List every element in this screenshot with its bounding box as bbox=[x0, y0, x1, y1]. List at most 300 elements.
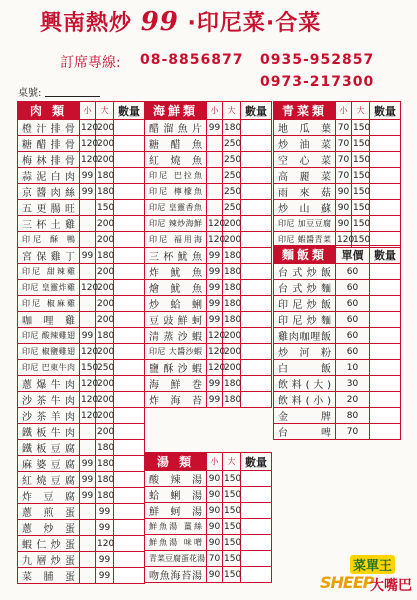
meat-row bbox=[18, 360, 145, 376]
meat-item-small-price: 120 bbox=[80, 408, 96, 424]
veg-item-name: 炒油菜 bbox=[274, 136, 336, 152]
meat-item-name: 三杯土雞 bbox=[18, 216, 80, 232]
meat-item-big-price: 180 bbox=[96, 456, 114, 472]
rice-item-price: 10 bbox=[336, 360, 370, 376]
meat-item-qty-field[interactable] bbox=[114, 200, 145, 216]
seafood-item-qty-field[interactable] bbox=[241, 152, 272, 168]
rice-item-price: 60 bbox=[336, 280, 370, 296]
meat-row bbox=[18, 168, 145, 184]
soup-item-name: 鮮蚵湯 bbox=[145, 503, 207, 519]
meat-item-big-price: 200 bbox=[96, 344, 114, 360]
meat-item-big-price: 200 bbox=[96, 312, 114, 328]
meat-qty-header: 數量 bbox=[114, 102, 145, 120]
veg-item-small-price: 90 bbox=[336, 200, 352, 216]
table-number-field[interactable] bbox=[45, 96, 100, 97]
meat-row bbox=[18, 184, 145, 200]
seafood-item-small-price: 99 bbox=[207, 392, 223, 408]
meat-item-big-price: 200 bbox=[96, 232, 114, 248]
soup-heading: 湯 類 bbox=[145, 453, 207, 471]
seafood-item-name: 炒蛤蜊 bbox=[145, 296, 207, 312]
seafood-item-name: 燴魷魚 bbox=[145, 280, 207, 296]
meat-row bbox=[18, 232, 145, 248]
meat-item-small-price bbox=[80, 424, 96, 440]
rice-qty-header: 數量 bbox=[370, 246, 401, 264]
seafood-heading: 海鮮類 bbox=[145, 102, 207, 120]
meat-item-qty-field[interactable] bbox=[114, 440, 145, 456]
veg-item-big-price: 150 bbox=[352, 200, 370, 216]
meat-item-small-price: 120 bbox=[80, 376, 96, 392]
meat-item-small-price bbox=[80, 536, 96, 552]
seafood-row bbox=[145, 168, 272, 184]
meat-item-small-price bbox=[80, 440, 96, 456]
seafood-item-qty-field[interactable] bbox=[241, 184, 272, 200]
seafood-row bbox=[145, 296, 272, 312]
meat-item-qty-field[interactable] bbox=[114, 392, 145, 408]
rice-item-price: 20 bbox=[336, 392, 370, 408]
soup-item-small-price: 70 bbox=[207, 551, 223, 567]
seafood-item-big-price: 250 bbox=[223, 168, 241, 184]
seafood-item-qty-field[interactable] bbox=[241, 296, 272, 312]
rice-item-price: 60 bbox=[336, 344, 370, 360]
seafood-row bbox=[145, 376, 272, 392]
rice-row bbox=[274, 408, 401, 424]
seafood-item-big-price: 180 bbox=[223, 120, 241, 136]
soup-item-small-price: 90 bbox=[207, 567, 223, 583]
meat-item-big-price: 200 bbox=[96, 296, 114, 312]
veg-row bbox=[274, 152, 401, 168]
meat-item-qty-field[interactable] bbox=[114, 552, 145, 568]
seafood-row bbox=[145, 152, 272, 168]
rice-item-qty-field[interactable] bbox=[370, 360, 401, 376]
soup-row bbox=[145, 567, 272, 583]
meat-item-qty-field[interactable] bbox=[114, 184, 145, 200]
meat-item-qty-field[interactable] bbox=[114, 376, 145, 392]
meat-item-qty-field[interactable] bbox=[114, 168, 145, 184]
meat-item-big-price: 200 bbox=[96, 424, 114, 440]
meat-item-name: 咖哩雞 bbox=[18, 312, 80, 328]
seafood-item-small-price: 99 bbox=[207, 120, 223, 136]
meat-item-qty-field[interactable] bbox=[114, 312, 145, 328]
seafood-item-name: 印尼 皇靈香魚 bbox=[145, 200, 207, 216]
seafood-item-qty-field[interactable] bbox=[241, 232, 272, 248]
seafood-item-name: 紅燒魚 bbox=[145, 152, 207, 168]
meat-item-big-price: 200 bbox=[96, 216, 114, 232]
soup-item-qty-field[interactable] bbox=[241, 567, 272, 583]
seafood-item-name: 豆豉鮮蚵 bbox=[145, 312, 207, 328]
soup-item-name: 吻魚海苔湯 bbox=[145, 567, 207, 583]
title-number: 99 bbox=[140, 7, 179, 37]
meat-item-name: 鐵板豆腐 bbox=[18, 440, 80, 456]
meat-item-qty-field[interactable] bbox=[114, 456, 145, 472]
meat-item-big-price: 200 bbox=[96, 280, 114, 296]
seafood-item-name: 炸海苔 bbox=[145, 392, 207, 408]
veg-item-qty-field[interactable] bbox=[370, 136, 401, 152]
meat-item-big-price: 200 bbox=[96, 264, 114, 280]
soup-item-qty-field[interactable] bbox=[241, 503, 272, 519]
soup-item-small-price: 90 bbox=[207, 471, 223, 487]
soup-big-header: 大 bbox=[223, 453, 241, 471]
veg-heading: 青菜類 bbox=[274, 102, 336, 120]
meat-row bbox=[18, 376, 145, 392]
soup-item-qty-field[interactable] bbox=[241, 519, 272, 535]
veg-section bbox=[273, 101, 401, 248]
seafood-item-qty-field[interactable] bbox=[241, 120, 272, 136]
meat-item-small-price: 120 bbox=[80, 280, 96, 296]
meat-item-big-price: 180 bbox=[96, 472, 114, 488]
rice-item-name: 飲料(大) bbox=[274, 376, 336, 392]
meat-item-small-price: 99 bbox=[80, 248, 96, 264]
meat-item-small-price bbox=[80, 264, 96, 280]
veg-big-header: 大 bbox=[352, 102, 370, 120]
meat-item-qty-field[interactable] bbox=[114, 296, 145, 312]
meat-item-qty-field[interactable] bbox=[114, 216, 145, 232]
seafood-row bbox=[145, 232, 272, 248]
seafood-item-qty-field[interactable] bbox=[241, 328, 272, 344]
meat-item-small-price bbox=[80, 232, 96, 248]
veg-qty-header: 數量 bbox=[370, 102, 401, 120]
meat-item-name: 印尼 巴東牛肉 bbox=[18, 360, 80, 376]
veg-row bbox=[274, 216, 401, 232]
soup-item-small-price: 90 bbox=[207, 487, 223, 503]
seafood-item-name: 三杯魷魚 bbox=[145, 248, 207, 264]
meat-item-qty-field[interactable] bbox=[114, 408, 145, 424]
soup-small-header: 小 bbox=[207, 453, 223, 471]
seafood-item-small-price: 99 bbox=[207, 264, 223, 280]
seafood-item-qty-field[interactable] bbox=[241, 312, 272, 328]
veg-item-qty-field[interactable] bbox=[370, 152, 401, 168]
meat-item-name: 印尼 酥 鴨 bbox=[18, 232, 80, 248]
veg-item-qty-field[interactable] bbox=[370, 120, 401, 136]
seafood-item-name: 印尼 辣炒海鮮 bbox=[145, 216, 207, 232]
rice-item-name: 印尼炒麵 bbox=[274, 312, 336, 328]
meat-item-name: 五更腸旺 bbox=[18, 200, 80, 216]
rice-row bbox=[274, 392, 401, 408]
seafood-item-big-price: 180 bbox=[223, 248, 241, 264]
seafood-small-header: 小 bbox=[207, 102, 223, 120]
seafood-item-small-price: 99 bbox=[207, 248, 223, 264]
seafood-item-big-price: 180 bbox=[223, 280, 241, 296]
rice-row bbox=[274, 424, 401, 440]
soup-item-name: 鮮魚湯 薑絲 bbox=[145, 519, 207, 535]
meat-item-qty-field[interactable] bbox=[114, 424, 145, 440]
meat-item-small-price: 120 bbox=[80, 344, 96, 360]
seafood-item-small-price: 120 bbox=[207, 328, 223, 344]
meat-item-qty-field[interactable] bbox=[114, 488, 145, 504]
seafood-item-small-price: 120 bbox=[207, 232, 223, 248]
meat-item-big-price: 180 bbox=[96, 328, 114, 344]
veg-item-small-price: 90 bbox=[336, 216, 352, 232]
meat-item-small-price bbox=[80, 200, 96, 216]
rice-item-qty-field[interactable] bbox=[370, 312, 401, 328]
meat-item-name: 麻婆豆腐 bbox=[18, 456, 80, 472]
seafood-item-big-price: 200 bbox=[223, 344, 241, 360]
veg-item-small-price: 70 bbox=[336, 136, 352, 152]
seafood-row bbox=[145, 136, 272, 152]
meat-item-small-price: 120 bbox=[80, 120, 96, 136]
meat-item-qty-field[interactable] bbox=[114, 152, 145, 168]
rice-row bbox=[274, 328, 401, 344]
seafood-item-small-price bbox=[207, 136, 223, 152]
seafood-item-big-price: 250 bbox=[223, 136, 241, 152]
meat-item-big-price: 200 bbox=[96, 408, 114, 424]
seafood-item-small-price: 120 bbox=[207, 216, 223, 232]
seafood-item-big-price: 250 bbox=[223, 184, 241, 200]
meat-item-qty-field[interactable] bbox=[114, 264, 145, 280]
meat-item-big-price: 200 bbox=[96, 152, 114, 168]
seafood-item-big-price: 180 bbox=[223, 312, 241, 328]
seafood-item-qty-field[interactable] bbox=[241, 216, 272, 232]
seafood-row bbox=[145, 264, 272, 280]
rice-item-name: 白飯 bbox=[274, 360, 336, 376]
soup-item-qty-field[interactable] bbox=[241, 535, 272, 551]
rice-item-name: 台式炒麵 bbox=[274, 280, 336, 296]
logo-line-3: 大嘴巴 bbox=[370, 578, 412, 594]
veg-item-name: 印尼 蝦醬青菜 bbox=[274, 232, 336, 248]
seafood-item-name: 海鮮巻 bbox=[145, 376, 207, 392]
table-number-label: 桌號: bbox=[18, 88, 42, 99]
rice-item-name: 雞肉咖哩飯 bbox=[274, 328, 336, 344]
soup-item-small-price: 90 bbox=[207, 535, 223, 551]
rice-row bbox=[274, 264, 401, 280]
seafood-row bbox=[145, 328, 272, 344]
meat-row bbox=[18, 488, 145, 504]
veg-item-name: 高麗菜 bbox=[274, 168, 336, 184]
soup-item-qty-field[interactable] bbox=[241, 551, 272, 567]
meat-item-qty-field[interactable] bbox=[114, 520, 145, 536]
rice-item-price: 80 bbox=[336, 408, 370, 424]
soup-item-big-price: 150 bbox=[223, 567, 241, 583]
rice-item-qty-field[interactable] bbox=[370, 376, 401, 392]
veg-item-name: 空心菜 bbox=[274, 152, 336, 168]
veg-item-big-price: 150 bbox=[352, 184, 370, 200]
meat-item-small-price: 99 bbox=[80, 456, 96, 472]
rice-row bbox=[274, 344, 401, 360]
meat-item-name: 蒜泥白肉 bbox=[18, 168, 80, 184]
seafood-item-name: 印尼 巴拉魚 bbox=[145, 168, 207, 184]
rice-item-qty-field[interactable] bbox=[370, 328, 401, 344]
soup-item-qty-field[interactable] bbox=[241, 487, 272, 503]
soup-item-name: 酸辣湯 bbox=[145, 471, 207, 487]
seafood-item-small-price bbox=[207, 200, 223, 216]
meat-item-big-price: 200 bbox=[96, 392, 114, 408]
meat-item-big-price: 200 bbox=[96, 120, 114, 136]
meat-item-qty-field[interactable] bbox=[114, 328, 145, 344]
meat-item-qty-field[interactable] bbox=[114, 536, 145, 552]
meat-item-name: 菜脯蛋 bbox=[18, 568, 80, 584]
logo-line-1: 菜單王 bbox=[350, 555, 395, 574]
meat-row bbox=[18, 328, 145, 344]
veg-item-big-price: 150 bbox=[352, 216, 370, 232]
veg-row bbox=[274, 136, 401, 152]
soup-item-big-price: 150 bbox=[223, 551, 241, 567]
soup-item-qty-field[interactable] bbox=[241, 471, 272, 487]
rice-row bbox=[274, 296, 401, 312]
veg-item-name: 地瓜葉 bbox=[274, 120, 336, 136]
meat-item-qty-field[interactable] bbox=[114, 120, 145, 136]
seafood-item-big-price: 180 bbox=[223, 296, 241, 312]
veg-item-qty-field[interactable] bbox=[370, 168, 401, 184]
meat-item-qty-field[interactable] bbox=[114, 472, 145, 488]
meat-row bbox=[18, 264, 145, 280]
seafood-item-big-price: 250 bbox=[223, 200, 241, 216]
veg-item-big-price: 150 bbox=[352, 168, 370, 184]
phone-1: 08-8856877 bbox=[140, 52, 244, 68]
meat-item-qty-field[interactable] bbox=[114, 568, 145, 584]
rice-item-name: 金牌 bbox=[274, 408, 336, 424]
rice-item-qty-field[interactable] bbox=[370, 344, 401, 360]
meat-big-header: 大 bbox=[96, 102, 114, 120]
meat-item-big-price: 250 bbox=[96, 360, 114, 376]
seafood-item-name: 印尼 大醬沙蝦 bbox=[145, 344, 207, 360]
seafood-row bbox=[145, 120, 272, 136]
seafood-item-big-price: 200 bbox=[223, 232, 241, 248]
meat-item-small-price: 99 bbox=[80, 184, 96, 200]
meat-item-name: 紅燒豆腐 bbox=[18, 472, 80, 488]
seafood-item-qty-field[interactable] bbox=[241, 376, 272, 392]
meat-item-small-price: 120 bbox=[80, 152, 96, 168]
rice-heading: 麵飯類 bbox=[274, 246, 336, 264]
meat-item-name: 印尼 皇靈炸雞 bbox=[18, 280, 80, 296]
meat-heading: 肉 類 bbox=[18, 102, 80, 120]
meat-item-small-price: 120 bbox=[80, 392, 96, 408]
seafood-item-small-price: 99 bbox=[207, 376, 223, 392]
order-label: 訂席專線: bbox=[60, 55, 121, 71]
seafood-item-qty-field[interactable] bbox=[241, 200, 272, 216]
rice-item-price: 60 bbox=[336, 264, 370, 280]
meat-item-big-price: 99 bbox=[96, 520, 114, 536]
seafood-item-big-price: 180 bbox=[223, 264, 241, 280]
phone-3: 0973-217300 bbox=[260, 74, 375, 90]
seafood-item-qty-field[interactable] bbox=[241, 280, 272, 296]
meat-item-qty-field[interactable] bbox=[114, 232, 145, 248]
meat-row bbox=[18, 440, 145, 456]
seafood-item-qty-field[interactable] bbox=[241, 360, 272, 376]
seafood-item-small-price bbox=[207, 168, 223, 184]
logo-line-2: SHEEP bbox=[320, 573, 374, 592]
soup-row bbox=[145, 503, 272, 519]
meat-item-qty-field[interactable] bbox=[114, 248, 145, 264]
title-prefix: 興南熱炒 bbox=[40, 11, 133, 36]
meat-item-qty-field[interactable] bbox=[114, 344, 145, 360]
seafood-item-small-price bbox=[207, 184, 223, 200]
meat-item-big-price: 200 bbox=[96, 376, 114, 392]
rice-item-qty-field[interactable] bbox=[370, 296, 401, 312]
soup-row bbox=[145, 535, 272, 551]
rice-item-qty-field[interactable] bbox=[370, 280, 401, 296]
meat-row bbox=[18, 536, 145, 552]
meat-item-big-price: 180 bbox=[96, 248, 114, 264]
meat-item-big-price: 180 bbox=[96, 488, 114, 504]
veg-item-big-price: 150 bbox=[352, 136, 370, 152]
rice-item-qty-field[interactable] bbox=[370, 408, 401, 424]
meat-row bbox=[18, 392, 145, 408]
meat-item-small-price: 150 bbox=[80, 360, 96, 376]
meat-item-name: 鐵板牛肉 bbox=[18, 424, 80, 440]
meat-item-qty-field[interactable] bbox=[114, 136, 145, 152]
meat-row bbox=[18, 472, 145, 488]
rice-row bbox=[274, 312, 401, 328]
seafood-item-qty-field[interactable] bbox=[241, 392, 272, 408]
meat-item-name: 京醬肉絲 bbox=[18, 184, 80, 200]
veg-item-qty-field[interactable] bbox=[370, 216, 401, 232]
seafood-item-name: 醋溜魚片 bbox=[145, 120, 207, 136]
meat-item-big-price: 200 bbox=[96, 136, 114, 152]
veg-item-qty-field[interactable] bbox=[370, 184, 401, 200]
veg-row bbox=[274, 120, 401, 136]
seafood-item-qty-field[interactable] bbox=[241, 136, 272, 152]
veg-item-small-price: 70 bbox=[336, 120, 352, 136]
rice-row bbox=[274, 280, 401, 296]
meat-item-name: 蔥煎蛋 bbox=[18, 504, 80, 520]
meat-item-big-price: 150 bbox=[96, 200, 114, 216]
meat-item-small-price: 99 bbox=[80, 328, 96, 344]
soup-item-big-price: 150 bbox=[223, 487, 241, 503]
soup-row bbox=[145, 471, 272, 487]
restaurant-title bbox=[40, 6, 321, 37]
seafood-item-small-price: 120 bbox=[207, 360, 223, 376]
seafood-item-qty-field[interactable] bbox=[241, 168, 272, 184]
title-suffix: ·印尼菜·合菜 bbox=[187, 11, 322, 36]
rice-item-qty-field[interactable] bbox=[370, 264, 401, 280]
meat-row bbox=[18, 120, 145, 136]
veg-item-small-price: 70 bbox=[336, 152, 352, 168]
rice-item-qty-field[interactable] bbox=[370, 424, 401, 440]
veg-item-small-price: 90 bbox=[336, 184, 352, 200]
seafood-item-name: 印尼 檸檬魚 bbox=[145, 184, 207, 200]
meat-item-big-price: 180 bbox=[96, 440, 114, 456]
soup-row bbox=[145, 519, 272, 535]
seafood-item-qty-field[interactable] bbox=[241, 264, 272, 280]
meat-row bbox=[18, 248, 145, 264]
meat-item-small-price bbox=[80, 568, 96, 584]
seafood-item-big-price: 200 bbox=[223, 360, 241, 376]
rice-item-price: 30 bbox=[336, 376, 370, 392]
meat-row bbox=[18, 344, 145, 360]
seafood-item-big-price: 180 bbox=[223, 392, 241, 408]
meat-item-qty-field[interactable] bbox=[114, 360, 145, 376]
meat-item-qty-field[interactable] bbox=[114, 504, 145, 520]
soup-item-big-price: 150 bbox=[223, 503, 241, 519]
rice-item-name: 炒河粉 bbox=[274, 344, 336, 360]
seafood-row bbox=[145, 216, 272, 232]
veg-row bbox=[274, 200, 401, 216]
rice-row bbox=[274, 360, 401, 376]
soup-section bbox=[144, 452, 272, 583]
meat-item-big-price: 99 bbox=[96, 504, 114, 520]
meat-item-name: 蔥爆牛肉 bbox=[18, 376, 80, 392]
veg-item-big-price: 150 bbox=[352, 152, 370, 168]
meat-item-name: 印尼 酸辣雞翅 bbox=[18, 328, 80, 344]
seafood-row bbox=[145, 312, 272, 328]
seafood-row bbox=[145, 184, 272, 200]
rice-item-qty-field[interactable] bbox=[370, 392, 401, 408]
seafood-item-name: 清蒸沙蝦 bbox=[145, 328, 207, 344]
meat-item-small-price bbox=[80, 312, 96, 328]
meat-item-qty-field[interactable] bbox=[114, 280, 145, 296]
meat-item-name: 糖醋排骨 bbox=[18, 136, 80, 152]
meat-item-small-price: 99 bbox=[80, 472, 96, 488]
seafood-item-qty-field[interactable] bbox=[241, 248, 272, 264]
veg-item-qty-field[interactable] bbox=[370, 200, 401, 216]
meat-row bbox=[18, 152, 145, 168]
seafood-item-qty-field[interactable] bbox=[241, 344, 272, 360]
seafood-section bbox=[144, 101, 272, 408]
soup-row bbox=[145, 551, 272, 567]
meat-item-name: 炸豆腐 bbox=[18, 488, 80, 504]
veg-item-name: 炒山蘇 bbox=[274, 200, 336, 216]
meat-item-name: 印尼 甜辣雞 bbox=[18, 264, 80, 280]
brand-logo bbox=[318, 553, 416, 599]
